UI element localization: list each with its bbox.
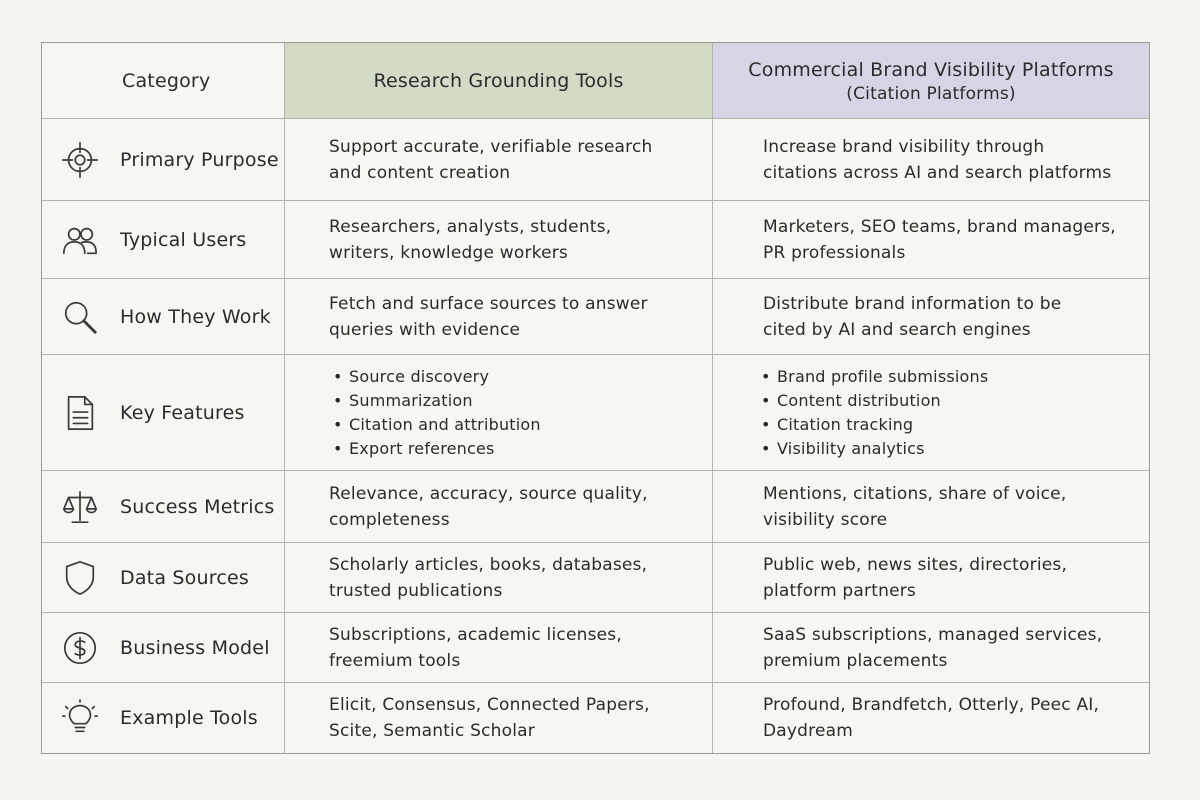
row-commercial-how-they-work: [713, 279, 1149, 355]
row-category-key-features: [42, 355, 285, 471]
row-research-success-metrics: [285, 471, 713, 543]
row-research-data-sources: [285, 543, 713, 613]
category-label: Typical Users: [120, 228, 247, 251]
header-commercial-label: Commercial Brand Visibility Platforms: [748, 58, 1114, 81]
category-label: Business Model: [120, 636, 270, 659]
list-item: • Brand profile submissions: [759, 365, 988, 389]
list-item: • Citation tracking: [759, 413, 988, 437]
research-text: Fetch and surface sources to answer queries with evidence: [329, 293, 648, 340]
lightbulb-icon: [60, 698, 100, 738]
row-commercial-business-model: [713, 613, 1149, 683]
research-text: Support accurate, verifiable research and content creation: [329, 136, 653, 183]
header-commercial: [713, 43, 1149, 119]
list-item: • Content distribution: [759, 389, 988, 413]
row-research-primary-purpose: [285, 119, 713, 201]
row-commercial-key-features: [713, 355, 1149, 471]
commercial-feature-list: [759, 365, 988, 461]
header-category: [42, 43, 285, 119]
research-feature-list: [331, 365, 541, 461]
header-research-label: Research Grounding Tools: [373, 69, 624, 92]
category-label: Key Features: [120, 401, 245, 424]
scale-icon: [60, 487, 100, 527]
commercial-text: SaaS subscriptions, managed services, premium placements: [763, 624, 1103, 671]
category-label: Data Sources: [120, 566, 249, 589]
category-label: Success Metrics: [120, 495, 275, 518]
list-item: • Citation and attribution: [331, 413, 541, 437]
list-item: • Source discovery: [331, 365, 541, 389]
row-commercial-success-metrics: [713, 471, 1149, 543]
row-category-data-sources: [42, 543, 285, 613]
research-text: Subscriptions, academic licenses, freemium tools: [329, 624, 622, 671]
row-commercial-example-tools: [713, 683, 1149, 753]
header-commercial-sublabel: (Citation Platforms): [846, 83, 1016, 104]
research-text: Elicit, Consensus, Connected Papers, Scite, Semantic Scholar: [329, 695, 650, 741]
row-commercial-typical-users: [713, 201, 1149, 279]
commercial-text: Marketers, SEO teams, brand managers, PR professionals: [763, 216, 1116, 263]
research-text: Relevance, accuracy, source quality, completeness: [329, 483, 648, 530]
row-category-example-tools: [42, 683, 285, 753]
dollar-icon: [60, 628, 100, 668]
target-icon: [60, 140, 100, 180]
row-category-business-model: [42, 613, 285, 683]
list-item: • Export references: [331, 437, 541, 461]
comparison-table: [41, 42, 1150, 754]
search-icon: [60, 297, 100, 337]
shield-icon: [60, 558, 100, 598]
document-icon: [60, 393, 100, 433]
row-commercial-data-sources: [713, 543, 1149, 613]
row-category-how-they-work: [42, 279, 285, 355]
category-label: Primary Purpose: [120, 148, 279, 171]
commercial-text: Mentions, citations, share of voice, visibility score: [763, 483, 1067, 530]
header-category-label: Category: [122, 69, 211, 92]
row-category-success-metrics: [42, 471, 285, 543]
research-text: Researchers, analysts, students, writers, knowledge workers: [329, 216, 612, 263]
row-research-business-model: [285, 613, 713, 683]
row-research-key-features: [285, 355, 713, 471]
category-label: How They Work: [120, 305, 271, 328]
list-item: • Visibility analytics: [759, 437, 988, 461]
category-label: Example Tools: [120, 707, 258, 729]
list-item: • Summarization: [331, 389, 541, 413]
header-research: [285, 43, 713, 119]
commercial-text: Distribute brand information to be cited by AI and search engines: [763, 293, 1062, 340]
row-research-how-they-work: [285, 279, 713, 355]
row-research-example-tools: [285, 683, 713, 753]
row-research-typical-users: [285, 201, 713, 279]
commercial-text: Increase brand visibility through citations across AI and search platforms: [763, 136, 1112, 183]
row-category-typical-users: [42, 201, 285, 279]
row-commercial-primary-purpose: [713, 119, 1149, 201]
research-text: Scholarly articles, books, databases, trusted publications: [329, 554, 648, 601]
commercial-text: Profound, Brandfetch, Otterly, Peec AI, Daydream: [763, 695, 1100, 741]
row-category-primary-purpose: [42, 119, 285, 201]
users-icon: [60, 220, 100, 260]
commercial-text: Public web, news sites, directories, platform partners: [763, 554, 1068, 601]
